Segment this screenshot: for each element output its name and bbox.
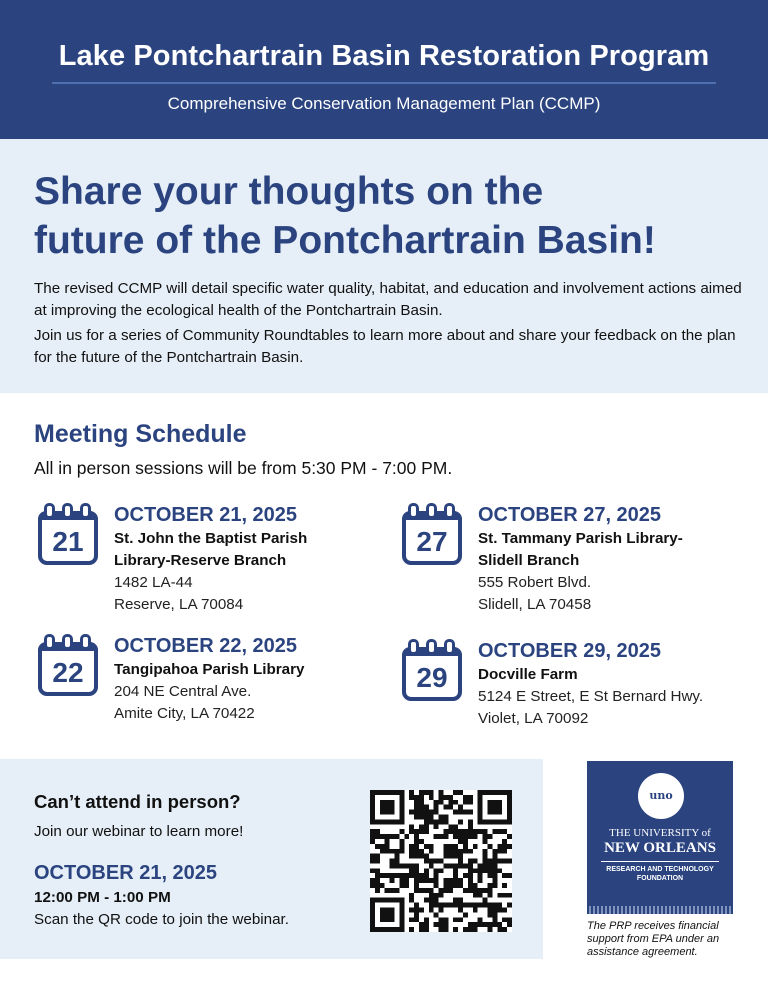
webinar-subtitle: Join our webinar to learn more!: [34, 823, 244, 840]
program-title: Lake Pontchartrain Basin Restoration Program: [58, 40, 710, 72]
intro-panel: [0, 139, 768, 393]
schedule-title: Meeting Schedule: [34, 420, 247, 448]
meeting-date: OCTOBER 22, 2025: [114, 635, 298, 657]
plan-subtitle: Comprehensive Conservation Management Plan (CCMP): [167, 94, 601, 113]
logo-line-1: THE UNIVERSITY of: [609, 827, 711, 839]
meeting-address-line-2: Reserve, LA 70084: [114, 596, 244, 613]
webinar-title: Can’t attend in person?: [34, 791, 241, 812]
qr-code[interactable]: [370, 790, 512, 932]
schedule-subtitle: All in person sessions will be from 5:30 PM - 7:00 PM.: [34, 458, 453, 478]
calendar-icon: [400, 503, 464, 569]
header-banner: [0, 0, 768, 139]
uno-emblem-icon: uno: [638, 773, 684, 819]
intro-paragraph-2: Join us for a series of Community Roundtables to learn more about and share your feedback on the plan for the future of the Pontchartrain Basin.: [34, 327, 736, 366]
webinar-panel: [0, 759, 543, 959]
meeting-venue: St. John the Baptist Parish Library-Reserve Branch: [114, 530, 308, 569]
meeting-address-line-2: Slidell, LA 70458: [478, 596, 592, 613]
calendar-icon: [36, 634, 100, 700]
calendar-icon: [36, 503, 100, 569]
meeting-date: OCTOBER 27, 2025: [478, 504, 662, 526]
meeting-address-line-1: 5124 E Street, E St Bernard Hwy.: [478, 688, 704, 705]
calendar-day-number: 29: [416, 662, 448, 693]
calendar-icon: [400, 639, 464, 705]
logo-foundation: RESEARCH AND TECHNOLOGY FOUNDATION: [606, 866, 714, 882]
epa-credit: The PRP receives financial support from EPA under an assistance agreement.: [587, 920, 720, 958]
calendar-day-number: 22: [52, 657, 84, 688]
webinar-date: OCTOBER 21, 2025: [34, 862, 218, 884]
intro-paragraph-1: The revised CCMP will detail specific water quality, habitat, and education and involvement actions aimed at improving the ecological health of the Pontchartrain Basin.: [34, 280, 742, 319]
header-divider: [52, 82, 716, 84]
uno-logo: [587, 761, 733, 906]
meeting-date: OCTOBER 21, 2025: [114, 504, 298, 526]
meeting-venue: Tangipahoa Parish Library: [114, 661, 305, 678]
meeting-venue: St. Tammany Parish Library- Slidell Branch: [478, 530, 683, 569]
meeting-address-line-1: 204 NE Central Ave.: [114, 683, 252, 700]
meeting-address-line-2: Violet, LA 70092: [478, 710, 589, 727]
webinar-time: 12:00 PM - 1:00 PM: [34, 889, 171, 906]
calendar-day-number: 21: [52, 526, 84, 557]
meeting-address-line-1: 1482 LA-44: [114, 574, 193, 591]
meeting-venue: Docville Farm: [478, 666, 578, 683]
headline: [34, 167, 754, 265]
logo-line-2: NEW ORLEANS: [604, 840, 716, 856]
meeting-address-line-2: Amite City, LA 70422: [114, 705, 255, 722]
meeting-date: OCTOBER 29, 2025: [478, 640, 662, 662]
logo-pattern-strip: [587, 906, 733, 914]
logo-divider: [601, 861, 719, 862]
headline-line-2: future of the Pontchartrain Basin!: [34, 219, 656, 262]
meeting-address-line-1: 555 Robert Blvd.: [478, 574, 592, 591]
webinar-instruction: Scan the QR code to join the webinar.: [34, 911, 289, 928]
calendar-day-number: 27: [416, 526, 448, 557]
headline-line-1: Share your thoughts on the: [34, 170, 544, 213]
